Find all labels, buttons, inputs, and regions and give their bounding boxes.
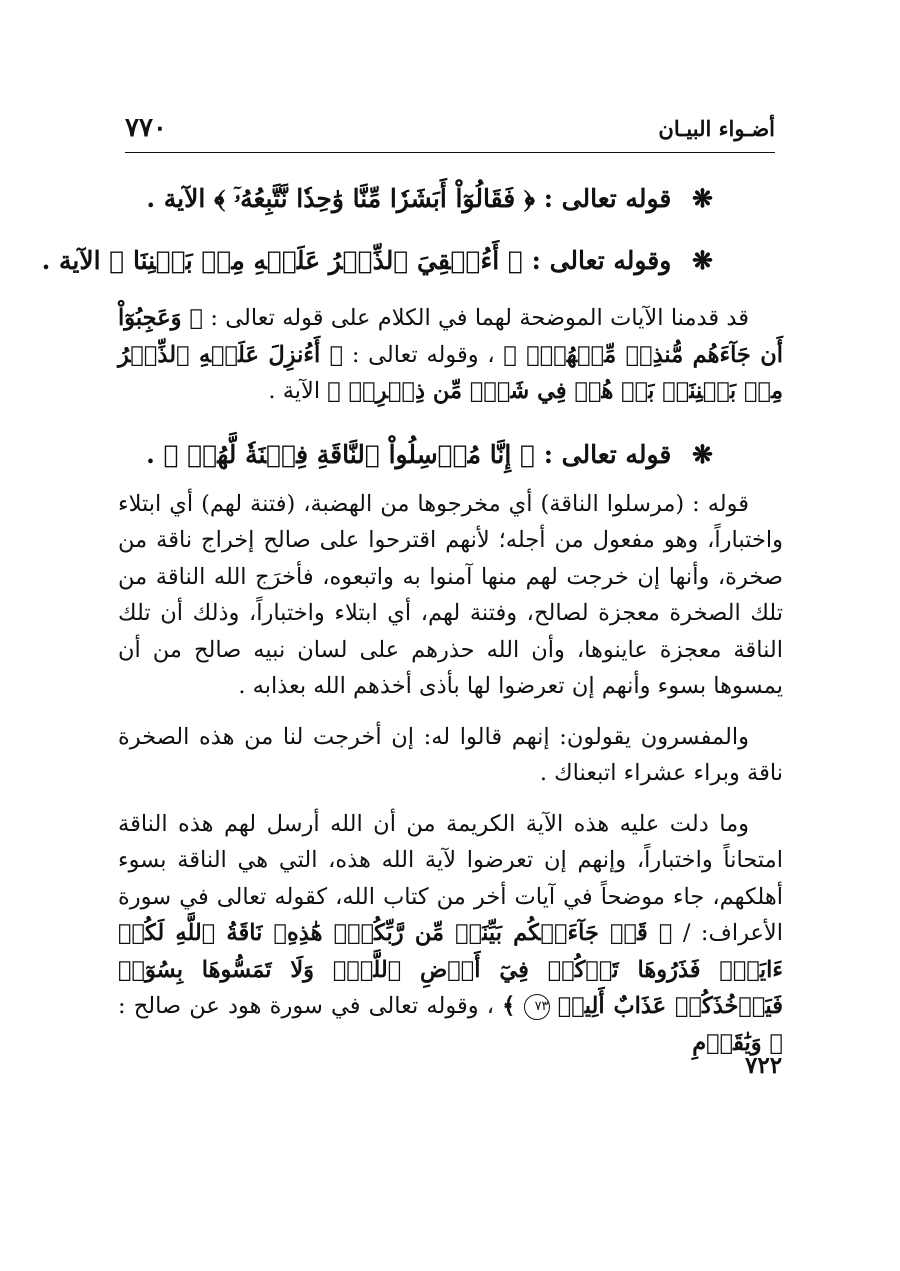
page-number: ٧٧٠ xyxy=(125,113,167,143)
page-body xyxy=(41,168,784,1075)
verse-heading xyxy=(41,230,783,292)
quran-quote: ﴿ إِنَّا مُرۡسِلُواْ ٱلنَّاقَةِ فِتۡنَةٗ لَّهُمۡ ﴾ xyxy=(163,439,535,469)
commentary-paragraph xyxy=(118,719,783,792)
commentary-paragraph xyxy=(118,486,783,705)
paragraph-text: قد قدمنا الآيات الموضحة لهما في الكلام على قوله تعالى : xyxy=(210,305,749,331)
heading-suffix: الآية . xyxy=(146,184,206,213)
paragraph-text: ، وقوله تعالى : xyxy=(351,341,495,368)
verse-heading xyxy=(118,168,783,230)
heading-suffix: الآية . xyxy=(41,246,101,275)
quran-quote: ﴿ أَءُنزِلَ عَلَيۡهِ ٱلذِّكۡرُ مِنۢ بَيۡنِنَاۚ بَلۡ هُمۡ فِي شَكّٖ مِّن ذِكۡرِيۚ ﴾ xyxy=(118,341,783,404)
paragraph-text: قوله : (مرسلوا الناقة) أي مخرجوها من الهضبة، (فتنة لهم) أي ابتلاء واختباراً، وهو مفعول من أجله؛ لأنهم اقترحوا على صالح إخراج ناقة من صخرة، وأنها إن خرجت لهم منها آمنوا به واتبعوه، فأخرَج الله الناقة من تلك الصخرة معجزة لصالح، وفتنة لهم، أي ابتلاء واختباراً، وذلك أن تلك الناقة معجزة عاينوها، وأن الله حذرهم على لسان نبيه صالح من أن يمسوها بسوء وأنهم إن تعرضوا لها بأذى أخذهم الله بعذابه . xyxy=(118,490,783,699)
commentary-paragraph xyxy=(118,806,783,1062)
quran-quote: ﴿ وَعَجِبُوٓاْ أَن جَآءَهُم مُّنذِرٞ مِّنۡهُمۡۖ ﴾ xyxy=(118,305,784,368)
star-ornament-icon: ❋ xyxy=(692,439,713,469)
heading-prefix: قوله تعالى : xyxy=(543,184,672,213)
commentary-paragraph xyxy=(118,300,783,410)
paragraph-text: الآية . xyxy=(268,378,321,404)
quran-quote: ﴿ قَدۡ جَآءَتۡكُم بَيِّنَةٞ مِّن رَّبِّكُمۡۖ هَٰذِهِۦ نَاقَةُ ٱللَّهِ لَكُمۡ ءَايَةٗۖ فَذَرُوهَا تَأۡكُلۡ فِيٓ أَرۡضِ ٱللَّهِۖ وَلَا تَمَسُّوهَا بِسُوٓءٖ فَيَأۡخُذَكُمۡ عَذَابٌ أَلِيمٞ xyxy=(118,920,783,1019)
quran-quote: ﴿ فَقَالُوٓاْ أَبَشَرٗا مِّنَّا وَٰحِدٗا نَّتَّبِعُهُۥٓ ﴾ xyxy=(214,184,535,213)
star-ornament-icon: ❋ xyxy=(692,246,713,275)
quran-quote: ﴿ أَءُلۡقِيَ ٱلذِّكۡرُ عَلَيۡهِ مِنۢ بَيۡنِنَا ﴾ xyxy=(109,246,523,275)
margin-page-reference: ٧٢٢ xyxy=(745,1052,783,1079)
heading-prefix: قوله تعالى : xyxy=(543,439,672,469)
heading-suffix: . xyxy=(146,439,155,469)
quran-quote-close: ﴾ xyxy=(502,993,516,1019)
running-title: أضـواء البيـان xyxy=(658,115,775,141)
paragraph-text: وما دلت عليه هذه الآية الكريمة من أن الله أرسل لهم هذه الناقة امتحاناً واختباراً، وإنهم إن تعرضوا لآية الله هذه، التي هي الناقة بسوء أهلكهم، جاء موضحاً في آيات أخر من كتاب الله، كقوله تعالى في سورة الأعراف: / xyxy=(118,810,784,946)
ayah-number-icon: ٧٣ xyxy=(524,994,550,1020)
star-ornament-icon: ❋ xyxy=(692,184,713,213)
paragraph-text: ، وقوله تعالى في سورة هود عن صالح : xyxy=(118,993,494,1019)
heading-prefix: وقوله تعالى : xyxy=(531,246,672,275)
paragraph-text: والمفسرون يقولون: إنهم قالوا له: إن أخرجت لنا من هذه الصخرة ناقة وبراء عشراء اتبعناك . xyxy=(118,723,783,786)
page-header xyxy=(125,108,775,148)
quran-quote: ﴿ وَيَٰقَوۡمِ xyxy=(692,1029,783,1056)
verse-heading xyxy=(118,424,783,486)
header-rule xyxy=(125,152,775,153)
